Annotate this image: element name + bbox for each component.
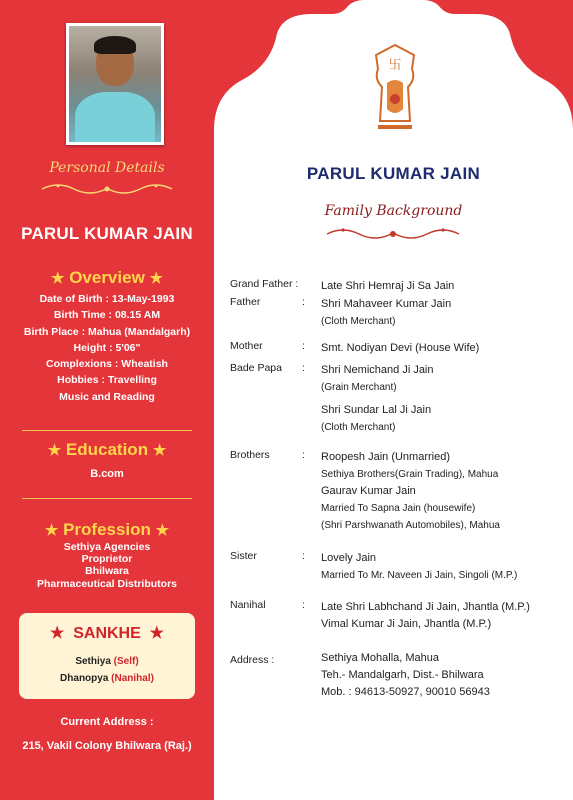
family-background-title: Family Background [324,203,463,219]
sankhe-item: Dhanopya (Nanihal) [60,673,154,684]
svg-text:卐: 卐 [388,58,402,73]
education-value: B.com [90,468,124,480]
star-icon: ★ [149,625,165,642]
overview-birth-place: Birth Place : Mahua (Mandalgarh) [23,325,191,338]
education-heading: ★ Education ★ [47,440,167,459]
overview-hobbies-cont: Music and Reading [59,390,155,403]
profession-item: Sethiya Agencies [63,541,151,553]
left-profile-column [0,0,214,800]
jain-emblem-icon [372,43,418,135]
divider [22,430,192,431]
divider [22,498,192,499]
sankhe-item: Sethiya (Self) [75,656,139,667]
overview-height: Height : 5'06" [73,341,141,354]
overview-hobbies: Hobbies : Travelling [57,374,157,387]
profession-item: Pharmaceutical Distributors [36,577,178,590]
profession-item: Bhilwara [85,565,129,578]
profession-heading: ★ Profession ★ [44,520,170,539]
personal-details-title: Personal Details [49,160,165,176]
candidate-name: PARUL KUMAR JAIN [21,224,193,243]
current-address-label: Current Address : [60,716,154,728]
profession-item: Proprietor [81,553,133,566]
family-panel-name: PARUL KUMAR JAIN [306,164,481,183]
overview-complexion: Complexions : Wheatish [46,358,168,371]
sankhe-box [19,613,195,699]
star-icon: ★ [47,442,62,459]
star-icon: ★ [149,270,163,287]
overview-heading: ★ Overview ★ [51,268,163,287]
flourish-ornament-icon [323,224,463,242]
star-icon: ★ [152,442,167,459]
flourish-ornament-icon [38,180,176,196]
overview-birth-time: Birth Time : 08.15 AM [53,309,161,322]
star-icon: ★ [44,522,59,539]
star-icon: ★ [51,270,65,287]
profession-list [0,541,214,590]
current-address-value: 215, Vakil Colony Bhilwara (Raj.) [22,740,192,752]
star-icon: ★ [49,625,65,642]
profile-photo [66,23,164,145]
overview-dob: Date of Birth : 13-May-1993 [39,293,175,305]
star-icon: ★ [155,522,170,539]
sankhe-heading: ★ SANKHE ★ [49,625,165,642]
overview-list [0,291,214,405]
